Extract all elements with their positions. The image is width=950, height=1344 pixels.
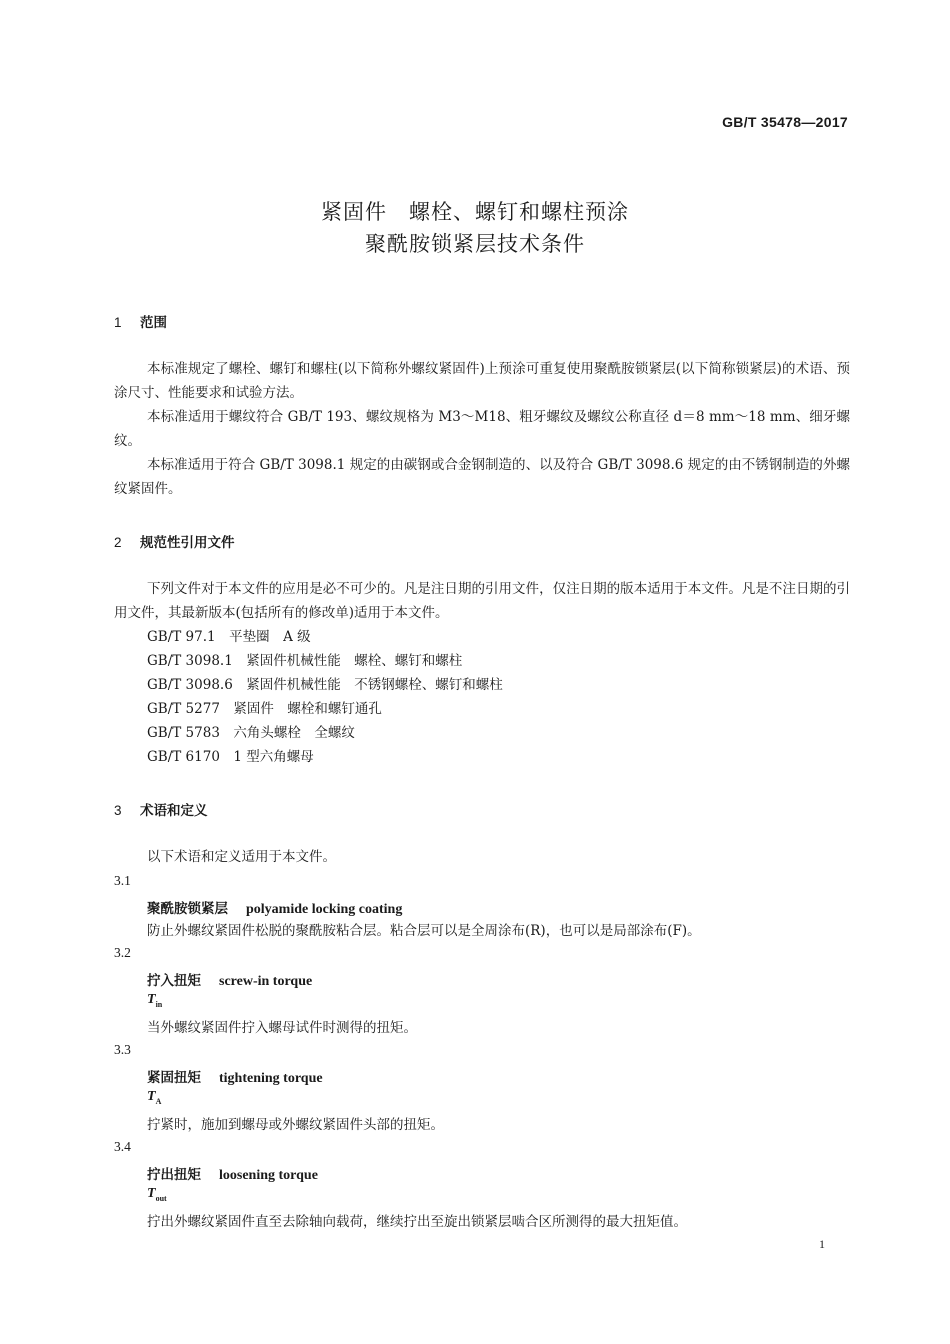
term-symbol [147, 1186, 167, 1203]
reference-item: GB/T 6170 1 型六角螺母 [147, 749, 314, 765]
term-name [147, 1163, 318, 1184]
section-title: 规范性引用文件 [140, 535, 235, 551]
scope-paragraph-2: 本标准适用于螺纹符合 GB/T 193、螺纹规格为 M3～M18、粗牙螺纹及螺纹公称直径 d＝8 mm～18 mm、细牙螺纹。 [114, 409, 850, 449]
term-name-zh: 拧出扭矩 [147, 1167, 201, 1183]
symbol-letter: T [147, 992, 156, 1007]
section-title: 范围 [140, 315, 167, 331]
section-number: 2 [114, 535, 122, 550]
section-number: 3 [114, 803, 122, 818]
standard-code: GB/T 35478—2017 [722, 114, 848, 130]
reference-item: GB/T 5277 紧固件 螺栓和螺钉通孔 [147, 701, 382, 717]
symbol-subscript: out [155, 1193, 167, 1203]
term-name-zh: 紧固扭矩 [147, 1070, 201, 1086]
symbol-subscript: in [155, 999, 163, 1009]
term-name-en: loosening torque [219, 1168, 318, 1183]
term-symbol [147, 992, 162, 1009]
term-name [147, 969, 312, 990]
term-name-en: polyamide locking coating [246, 902, 403, 917]
section-heading-scope [114, 311, 167, 331]
title-line-2: 聚酰胺锁紧层技术条件 [365, 232, 585, 256]
term-name-en: screw-in torque [219, 974, 313, 989]
terms-intro-paragraph: 以下术语和定义适用于本文件。 [147, 849, 336, 865]
term-name-zh: 拧入扭矩 [147, 973, 201, 989]
section-heading-refs [114, 531, 235, 551]
term-definition: 拧紧时，施加到螺母或外螺纹紧固件头部的扭矩。 [147, 1117, 444, 1133]
symbol-subscript: A [155, 1096, 162, 1106]
term-name-en: tightening torque [219, 1071, 323, 1086]
term-definition: 当外螺纹紧固件拧入螺母试件时测得的扭矩。 [147, 1020, 417, 1036]
scope-paragraph-1: 本标准规定了螺栓、螺钉和螺柱(以下简称外螺纹紧固件)上预涂可重复使用聚酰胺锁紧层(以下简称锁紧层)的术语、预涂尺寸、性能要求和试验方法。 [114, 361, 850, 401]
term-number: 3.4 [114, 1139, 131, 1154]
scope-paragraph-3: 本标准适用于符合 GB/T 3098.1 规定的由碳钢或合金钢制造的、以及符合 GB/T 3098.6 规定的由不锈钢制造的外螺纹紧固件。 [114, 457, 850, 497]
symbol-letter: T [147, 1089, 156, 1104]
term-number: 3.3 [114, 1042, 131, 1057]
section-title: 术语和定义 [140, 803, 208, 819]
term-name [147, 897, 402, 918]
term-definition: 防止外螺纹紧固件松脱的聚酰胺粘合层。粘合层可以是全周涂布(R)，也可以是局部涂布(F)。 [147, 923, 701, 939]
reference-item: GB/T 97.1 平垫圈 A 级 [147, 629, 311, 645]
reference-item: GB/T 3098.1 紧固件机械性能 螺栓、螺钉和螺柱 [147, 653, 463, 669]
refs-intro-paragraph: 下列文件对于本文件的应用是必不可少的。凡是注日期的引用文件，仅注日期的版本适用于本文件。凡是不注日期的引用文件，其最新版本(包括所有的修改单)适用于本文件。 [114, 581, 850, 621]
term-name [147, 1066, 323, 1087]
term-name-zh: 聚酰胺锁紧层 [147, 901, 228, 917]
symbol-letter: T [147, 1186, 156, 1201]
term-definition: 拧出外螺纹紧固件直至去除轴向载荷，继续拧出至旋出锁紧层啮合区所测得的最大扭矩值。 [147, 1214, 687, 1230]
document-title [0, 196, 950, 260]
page-number: 1 [819, 1237, 825, 1251]
reference-item: GB/T 3098.6 紧固件机械性能 不锈钢螺栓、螺钉和螺柱 [147, 677, 503, 693]
section-number: 1 [114, 315, 122, 330]
term-symbol [147, 1089, 161, 1106]
title-line-1: 紧固件 螺栓、螺钉和螺柱预涂 [321, 200, 629, 224]
term-number: 3.1 [114, 873, 131, 888]
section-heading-terms [114, 799, 208, 819]
term-number: 3.2 [114, 945, 131, 960]
reference-item: GB/T 5783 六角头螺栓 全螺纹 [147, 725, 355, 741]
